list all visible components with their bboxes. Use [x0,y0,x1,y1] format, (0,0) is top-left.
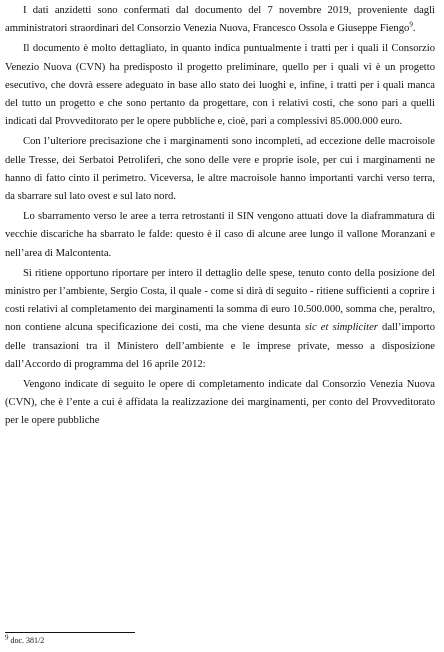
paragraph-text: Si ritiene opportuno riportare per intero il dettaglio delle spese, tenuto conto della posizione del ministro per l’ambiente, Sergio Costa, il quale - come si dirà di seguito - ritiene sufficienti a coprire i costi relativi al completamento dei marginamenti la somma di euro 10.500.000, somma che, peraltro, non contiene alcuna specificazione dei costi, ma che viene desunta [5,267,435,334]
paragraph [5,265,435,374]
paragraph-text: Lo sbarramento verso le aree a terra retrostanti il SIN vengono attuati dove la diaframmatura di vecchie discariche ha sbarrato le falde: questo è il caso di alcune aree lungo il vallone Moranzani e nell’area di Malcontenta. [5,211,435,259]
body-text [5,2,435,433]
footnote-separator [5,632,135,633]
paragraph-text: Il documento è molto dettagliato, in quanto indica puntualmente i tratti per i quali il Consorzio Venezio Nuova (CVN) ha predisposto il progetto preliminare, quello per i quali vi è un progetto esecutivo, che dovrà essere adeguato in base allo stato dei luoghi e, infine, i tratti per i quali manca del tutto un progetto e che sono pertanto da progettare, con i relativi costi, che sono pari a quelli indicati dal Provveditorato per le opere pubbliche e, cioè, pari a complessivi 85.000.000 euro. [5,43,435,128]
paragraph-text: Vengono indicate di seguito le opere di completamento indicate dal Consorzio Venezia Nuova (CVN), che è l’ente a cui è affidata la realizzazione dei marginamenti, per conto del Provveditorato per le opere pubbliche [5,379,435,427]
paragraph-text: Con l’ulteriore precisazione che i marginamenti sono incompleti, ad eccezione delle macroisole delle Tresse, dei Serbatoi Petroliferi, che sono delle vere e proprie isole, per cui i marginamenti ne hanno di fatto cinto il perimetro. Viceversa, le altre macroisole hanno importanti varchi verso terra, da sbarrare sul lato ovest e sul lato nord. [5,136,435,203]
footnote [5,633,45,646]
paragraph-text: dall’importo delle transazioni tra il Ministero dell’ambiente e le imprese private, messo a disposizione dall’Accordo di programma del 16 aprile 2012: [5,322,435,370]
italic-phrase: sic et simpliciter [304,322,378,334]
paragraph [5,376,435,431]
footnote-reference: 9 [409,20,413,29]
paragraph [5,208,435,263]
footnote-text: doc. 381/2 [8,636,45,645]
footnote-number: 9 [5,633,9,642]
paragraph [5,2,435,38]
paragraph-text: I dati anzidetti sono confermati dal documento del 7 novembre 2019, proveniente dagli amministratori straordinari del Consorzio Venezia Nuova, Francesco Ossola e Giuseppe Fiengo [5,5,435,35]
paragraph [5,133,435,206]
paragraph-text: . [412,23,416,35]
paragraph [5,40,435,131]
